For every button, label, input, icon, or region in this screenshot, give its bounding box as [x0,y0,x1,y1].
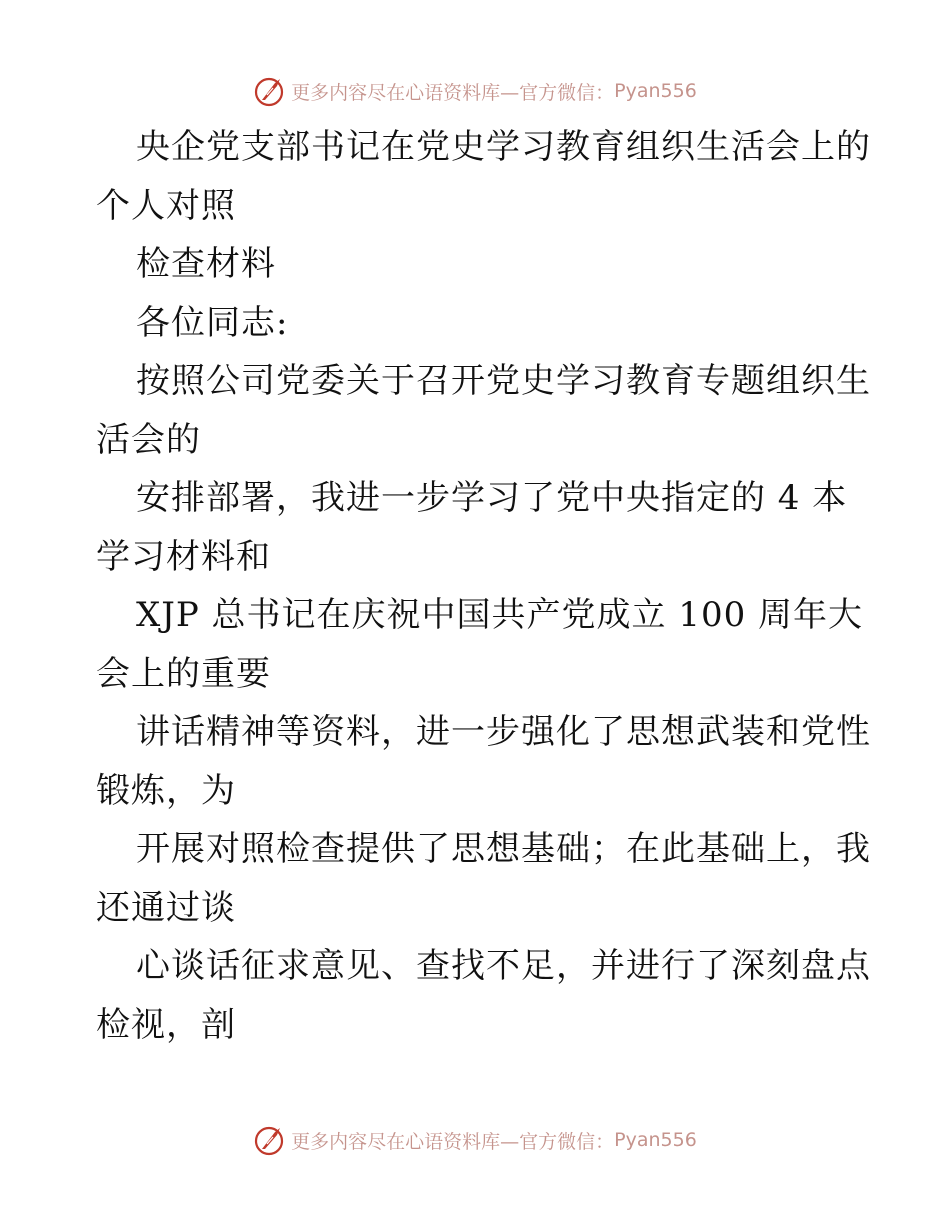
watermark-text: 更多内容尽在心语资料库—官方微信： [291,1130,615,1153]
footer-watermark [0,1120,950,1160]
watermark-wechat-id: Pyan556 [614,1129,697,1151]
watermark-text: 更多内容尽在心语资料库—官方微信： [291,81,615,104]
text-line: 学习材料和 [96,536,271,577]
text-line: 检视，剖 [96,1004,236,1045]
text-line: 个人对照 [96,185,236,226]
watermark-wechat-id: Pyan556 [614,80,697,102]
text-line: 活会的 [96,419,201,460]
text-line: 各位同志: [136,302,289,343]
header-watermark [0,71,950,111]
text-line: 央企党支部书记在党史学习教育组织生活会上的 [136,127,871,167]
text-line: 锻炼，为 [96,770,236,811]
text-line: 安排部署，我进一步学习了党中央指定的 4 本 [136,478,848,518]
quill-pen-circle-icon [253,1123,287,1157]
text-line: 讲话精神等资料，进一步强化了思想武装和党性 [136,712,871,752]
quill-pen-circle-icon [253,74,287,108]
document-body [96,118,871,1054]
text-line: 还通过谈 [96,887,236,928]
text-line: 按照公司党委关于召开党史学习教育专题组织生 [136,361,871,401]
text-line: XJP 总书记在庆祝中国共产党成立 100 周年大 [136,595,864,635]
text-line: 检查材料 [136,244,276,284]
text-line: 心谈话征求意见、查找不足，并进行了深刻盘点 [136,946,871,986]
text-line: 开展对照检查提供了思想基础；在此基础上，我 [136,829,871,869]
text-line: 会上的重要 [96,653,271,694]
